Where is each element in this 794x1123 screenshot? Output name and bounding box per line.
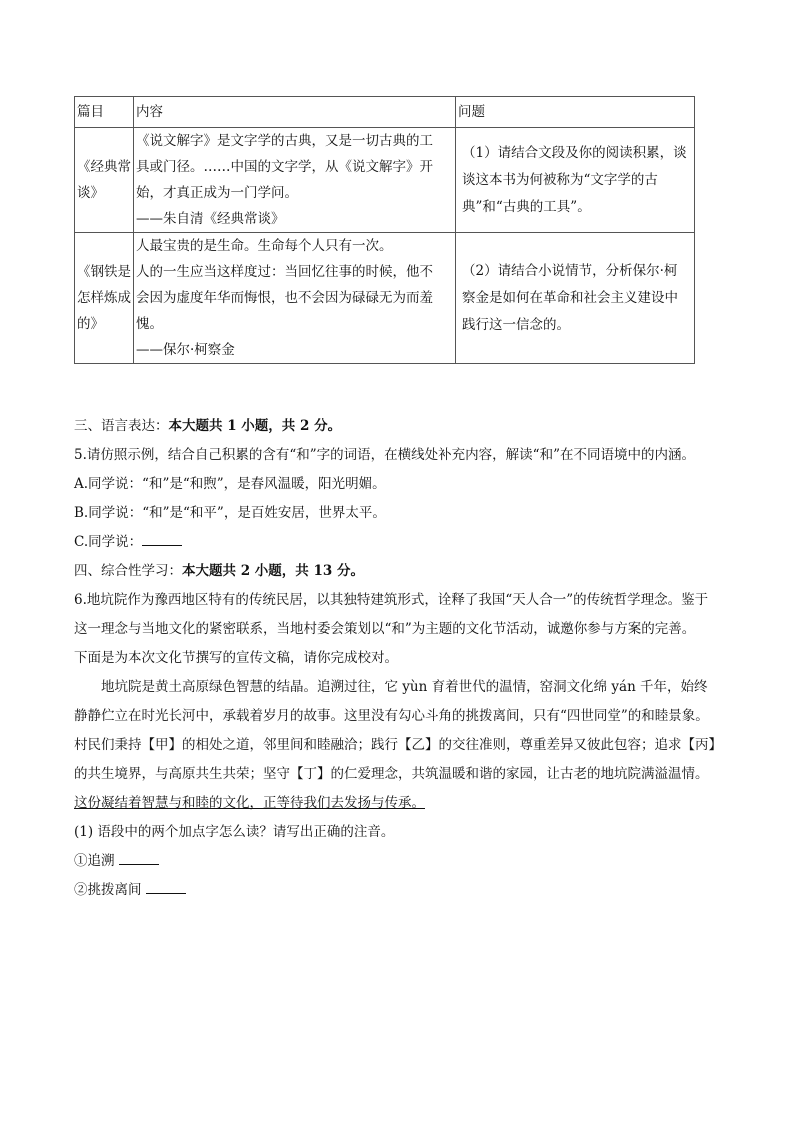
q5-option-b: B.同学说：“和”是“和平”，是百姓安居，世界太平。 bbox=[74, 505, 386, 521]
row1-question-line: 谈这本书为何被称为“文字学的古 bbox=[462, 171, 658, 188]
section3-heading-prefix: 三、语言表达： bbox=[74, 418, 169, 434]
row1-question-line: 典”和“古典的工具”。 bbox=[462, 198, 591, 215]
section3-heading-bold: 本大题共 1 小题，共 2 分。 bbox=[168, 418, 342, 434]
q5-prompt: 5.请仿照示例，结合自己积累的含有“和”字的词语，在横线处补充内容，解读“和”在不同语境中的内涵。 bbox=[74, 447, 695, 463]
row2-title-line: 的》 bbox=[77, 316, 104, 332]
row2-title-line: 怎样炼成 bbox=[77, 290, 131, 306]
row1-content-source: ——朱自清《经典常谈》 bbox=[136, 211, 285, 227]
header-title: 篇目 bbox=[75, 97, 134, 128]
q6-task: 下面是为本次文化节撰写的宣传文稿，请你完成校对。 bbox=[74, 650, 398, 666]
q5-option-c bbox=[74, 528, 720, 557]
row1-content-line: 具或门径。……中国的文字学，从《说文解字》开 bbox=[136, 159, 433, 175]
row2-content-source: ——保尔·柯察金 bbox=[136, 342, 235, 358]
exam-body bbox=[74, 412, 720, 905]
section3-heading bbox=[74, 412, 720, 441]
q6-sub1-a bbox=[74, 847, 720, 876]
table-row bbox=[75, 233, 695, 364]
row2-title bbox=[75, 233, 134, 364]
reading-table bbox=[74, 96, 695, 364]
row2-title-line: 《钢铁是 bbox=[77, 264, 131, 280]
row1-title bbox=[75, 128, 134, 233]
row1-question-line: （1）请结合文段及你的阅读积累，谈 bbox=[462, 144, 687, 161]
row2-question-line: 践行这一信念的。 bbox=[462, 316, 570, 333]
section4-heading-bold: 本大题共 2 小题，共 13 分。 bbox=[182, 563, 364, 579]
answer-blank[interactable] bbox=[142, 531, 182, 546]
section4-heading bbox=[74, 557, 720, 586]
q6-sub1-a-label: ①追溯 bbox=[74, 853, 115, 869]
row2-content-line: 会因为虚度年华而悔恨，也不会因为碌碌无为而羞 bbox=[136, 290, 433, 306]
row1-content bbox=[134, 128, 456, 233]
q5-option-c-label: C.同学说： bbox=[74, 534, 143, 550]
header-content: 内容 bbox=[134, 97, 456, 128]
q6-sub1-b bbox=[74, 876, 720, 905]
answer-blank[interactable] bbox=[119, 850, 159, 865]
q6-passage-underlined: 这份凝结着智慧与和睦的文化，正等待我们去发扬与传承。 bbox=[74, 795, 425, 811]
row1-question bbox=[456, 128, 695, 233]
row2-content bbox=[134, 233, 456, 364]
row1-title-line: 谈》 bbox=[77, 185, 104, 201]
table-row bbox=[75, 128, 695, 233]
table-header-row bbox=[75, 97, 695, 128]
q6-intro: 6.地坑院作为豫西地区特有的传统民居，以其独特建筑形式，诠释了我国“天人合一”的传统哲学理念。鉴于这一理念与当地文化的紧密联系，当地村委会策划以“和”为主题的文化节活动，诚邀你参与方案的完善。 bbox=[74, 592, 709, 637]
row1-content-line: 《说文解字》是文字学的古典，又是一切古典的工 bbox=[136, 133, 433, 149]
q6-sub1: (1) 语段中的两个加点字怎么读？请写出正确的注音。 bbox=[74, 824, 395, 840]
row2-content-line: 人的一生应当这样度过：当回忆往事的时候，他不 bbox=[136, 264, 433, 280]
row2-content-line: 愧。 bbox=[136, 316, 163, 332]
q6-sub1-b-label: ②挑拨离间 bbox=[74, 882, 142, 898]
row2-question-line: 察金是如何在革命和社会主义建设中 bbox=[462, 289, 678, 306]
q5-option-a: A.同学说：“和”是“和煦”，是春风温暖，阳光明媚。 bbox=[74, 476, 386, 492]
answer-blank[interactable] bbox=[146, 879, 186, 894]
section4-heading-prefix: 四、综合性学习： bbox=[74, 563, 182, 579]
row2-content-line: 人最宝贵的是生命。生命每个人只有一次。 bbox=[136, 238, 393, 254]
row2-question-line: （2）请结合小说情节，分析保尔·柯 bbox=[462, 262, 678, 279]
row1-title-line: 《经典常 bbox=[77, 159, 131, 175]
header-question: 问题 bbox=[456, 97, 695, 128]
q6-passage-main: 地坑院是黄土高原绿色智慧的结晶。追溯过往，它 yùn 育着世代的温情，窑洞文化绵 yán 千年，始终静静伫立在时光长河中，承载着岁月的故事。这里没有勾心斗角的挑拨离间，只有“四世同堂”的和睦景象。村民们秉持【甲】的相处之道，邻里间和睦融洽；践行【乙】的交往准则，尊重差异又彼此包容；追求【丙】的共生境界，与高原共生共荣；坚守【丁】的仁爱理念，共筑温暖和谐的家园，让古老的地坑院满溢温情。 bbox=[74, 679, 716, 782]
row2-question bbox=[456, 233, 695, 364]
q6-passage bbox=[74, 673, 720, 818]
row1-content-line: 始，才真正成为一门学问。 bbox=[136, 185, 298, 201]
